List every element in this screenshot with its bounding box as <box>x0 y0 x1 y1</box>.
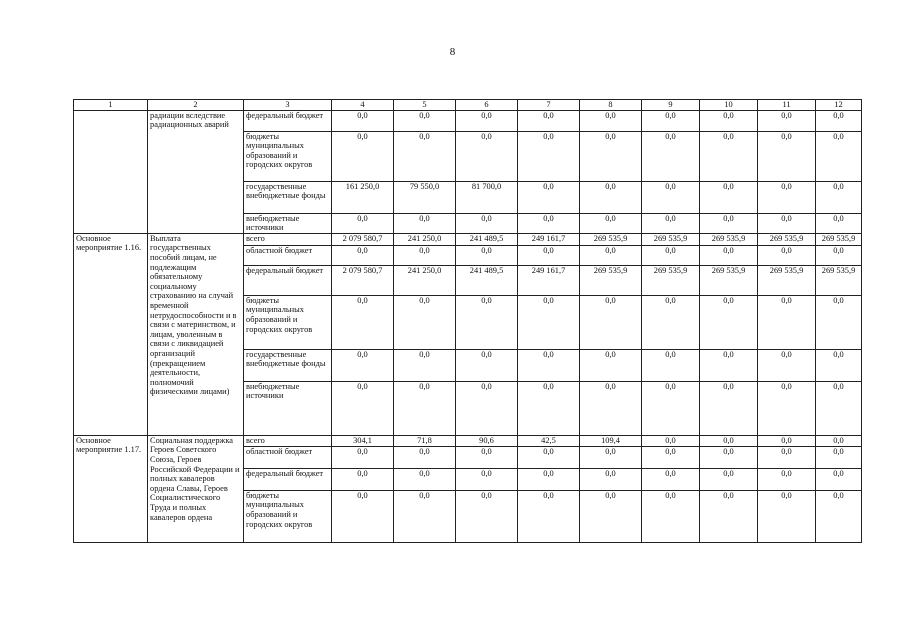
amount-cell: 0,0 <box>642 435 700 446</box>
amount-cell: 0,0 <box>332 213 394 233</box>
page-number: 8 <box>449 46 456 58</box>
amount-cell: 269 535,9 <box>642 233 700 245</box>
amount-cell: 0,0 <box>642 468 700 490</box>
amount-cell: 249 161,7 <box>518 265 580 295</box>
amount-cell: 0,0 <box>394 468 456 490</box>
amount-cell: 0,0 <box>580 110 642 131</box>
column-number-header: 7 <box>518 100 580 111</box>
amount-cell: 0,0 <box>394 245 456 265</box>
amount-cell: 0,0 <box>518 110 580 131</box>
amount-cell: 0,0 <box>518 490 580 542</box>
measure-number-cell: Основное мероприятие 1.16. <box>74 233 148 435</box>
amount-cell: 0,0 <box>580 446 642 468</box>
amount-cell: 0,0 <box>580 245 642 265</box>
column-number-header: 4 <box>332 100 394 111</box>
amount-cell: 0,0 <box>700 468 758 490</box>
amount-cell: 0,0 <box>816 468 862 490</box>
funding-source-cell: федеральный бюджет <box>244 110 332 131</box>
amount-cell: 0,0 <box>642 131 700 181</box>
measure-number-cell <box>74 110 148 233</box>
funding-source-cell: федеральный бюджет <box>244 468 332 490</box>
amount-cell: 0,0 <box>642 381 700 435</box>
amount-cell: 42,5 <box>518 435 580 446</box>
amount-cell: 0,0 <box>580 349 642 381</box>
amount-cell: 0,0 <box>642 295 700 349</box>
amount-cell: 0,0 <box>332 381 394 435</box>
column-number-header: 9 <box>642 100 700 111</box>
amount-cell: 0,0 <box>700 381 758 435</box>
amount-cell: 0,0 <box>816 181 862 213</box>
amount-cell: 0,0 <box>518 181 580 213</box>
amount-cell: 0,0 <box>394 381 456 435</box>
funding-source-cell: федеральный бюджет <box>244 265 332 295</box>
amount-cell: 0,0 <box>332 446 394 468</box>
amount-cell: 0,0 <box>456 446 518 468</box>
amount-cell: 269 535,9 <box>816 265 862 295</box>
amount-cell: 0,0 <box>700 349 758 381</box>
amount-cell: 0,0 <box>758 245 816 265</box>
amount-cell: 0,0 <box>332 110 394 131</box>
amount-cell: 0,0 <box>700 110 758 131</box>
amount-cell: 0,0 <box>518 213 580 233</box>
amount-cell: 0,0 <box>456 468 518 490</box>
amount-cell: 0,0 <box>332 490 394 542</box>
table-row <box>74 233 862 245</box>
column-number-header: 10 <box>700 100 758 111</box>
amount-cell: 249 161,7 <box>518 233 580 245</box>
amount-cell: 0,0 <box>518 468 580 490</box>
amount-cell: 0,0 <box>758 349 816 381</box>
measure-description-cell: Социальная поддержка Героев Советского Союза, Героев Российской Федерации и полных кавалеров ордена Славы, Героев Социалистического Труда и полных кавалеров ордена <box>148 435 244 542</box>
amount-cell: 0,0 <box>642 213 700 233</box>
amount-cell: 0,0 <box>518 381 580 435</box>
amount-cell: 109,4 <box>580 435 642 446</box>
column-number-header: 5 <box>394 100 456 111</box>
measure-number-cell: Основное мероприятие 1.17. <box>74 435 148 542</box>
amount-cell: 161 250,0 <box>332 181 394 213</box>
table-row <box>74 435 862 446</box>
amount-cell: 241 250,0 <box>394 233 456 245</box>
amount-cell: 71,8 <box>394 435 456 446</box>
column-number-header: 6 <box>456 100 518 111</box>
amount-cell: 0,0 <box>394 295 456 349</box>
amount-cell: 0,0 <box>816 381 862 435</box>
amount-cell: 0,0 <box>580 381 642 435</box>
amount-cell: 0,0 <box>700 435 758 446</box>
amount-cell: 0,0 <box>758 295 816 349</box>
column-number-header: 11 <box>758 100 816 111</box>
amount-cell: 0,0 <box>758 435 816 446</box>
amount-cell: 0,0 <box>816 295 862 349</box>
funding-source-cell: бюджеты муниципальных образований и городских округов <box>244 131 332 181</box>
amount-cell: 0,0 <box>580 468 642 490</box>
amount-cell: 0,0 <box>332 131 394 181</box>
amount-cell: 0,0 <box>580 490 642 542</box>
amount-cell: 0,0 <box>456 110 518 131</box>
funding-source-cell: государственные внебюджетные фонды <box>244 181 332 213</box>
amount-cell: 269 535,9 <box>758 233 816 245</box>
measure-description-cell: радиации вследствие радиационных аварий <box>148 110 244 233</box>
amount-cell: 0,0 <box>700 490 758 542</box>
amount-cell: 0,0 <box>456 490 518 542</box>
amount-cell: 0,0 <box>816 490 862 542</box>
amount-cell: 0,0 <box>758 110 816 131</box>
amount-cell: 0,0 <box>758 381 816 435</box>
amount-cell: 0,0 <box>394 349 456 381</box>
amount-cell: 0,0 <box>758 446 816 468</box>
amount-cell: 269 535,9 <box>580 265 642 295</box>
amount-cell: 0,0 <box>642 110 700 131</box>
funding-source-cell: государственные внебюджетные фонды <box>244 349 332 381</box>
amount-cell: 269 535,9 <box>700 265 758 295</box>
amount-cell: 304,1 <box>332 435 394 446</box>
amount-cell: 0,0 <box>816 110 862 131</box>
amount-cell: 241 489,5 <box>456 233 518 245</box>
amount-cell: 0,0 <box>816 349 862 381</box>
amount-cell: 0,0 <box>700 131 758 181</box>
amount-cell: 0,0 <box>642 446 700 468</box>
amount-cell: 0,0 <box>394 131 456 181</box>
amount-cell: 0,0 <box>580 295 642 349</box>
amount-cell: 0,0 <box>456 213 518 233</box>
funding-source-cell: внебюджетные источники <box>244 213 332 233</box>
amount-cell: 0,0 <box>456 349 518 381</box>
column-number-header: 12 <box>816 100 862 111</box>
funding-source-cell: областной бюджет <box>244 245 332 265</box>
amount-cell: 0,0 <box>642 349 700 381</box>
measure-description-cell: Выплата государственных пособий лицам, не подлежащим обязательному социальному страхованию на случай временной нетрудоспособности и в связи с материнством, и лицам, уволенным в связи с ликвидацией организаций (прекращением деятельности, полномочий физическими лицами) <box>148 233 244 435</box>
amount-cell: 0,0 <box>642 245 700 265</box>
amount-cell: 269 535,9 <box>816 233 862 245</box>
amount-cell: 0,0 <box>700 446 758 468</box>
amount-cell: 0,0 <box>758 468 816 490</box>
amount-cell: 0,0 <box>816 446 862 468</box>
amount-cell: 0,0 <box>394 446 456 468</box>
amount-cell: 0,0 <box>518 245 580 265</box>
amount-cell: 90,6 <box>456 435 518 446</box>
amount-cell: 0,0 <box>758 213 816 233</box>
amount-cell: 0,0 <box>580 181 642 213</box>
amount-cell: 0,0 <box>332 245 394 265</box>
amount-cell: 0,0 <box>332 349 394 381</box>
amount-cell: 241 489,5 <box>456 265 518 295</box>
amount-cell: 0,0 <box>332 468 394 490</box>
amount-cell: 0,0 <box>518 446 580 468</box>
amount-cell: 2 079 580,7 <box>332 265 394 295</box>
amount-cell: 81 700,0 <box>456 181 518 213</box>
funding-source-cell: бюджеты муниципальных образований и городских округов <box>244 295 332 349</box>
amount-cell: 0,0 <box>518 295 580 349</box>
amount-cell: 0,0 <box>700 181 758 213</box>
amount-cell: 0,0 <box>394 110 456 131</box>
amount-cell: 0,0 <box>332 295 394 349</box>
amount-cell: 0,0 <box>816 131 862 181</box>
amount-cell: 0,0 <box>580 213 642 233</box>
funding-source-cell: всего <box>244 233 332 245</box>
amount-cell: 0,0 <box>518 131 580 181</box>
amount-cell: 0,0 <box>394 213 456 233</box>
amount-cell: 0,0 <box>758 490 816 542</box>
column-number-header: 1 <box>74 100 148 111</box>
funding-source-cell: областной бюджет <box>244 446 332 468</box>
header-row <box>74 100 862 111</box>
amount-cell: 0,0 <box>816 245 862 265</box>
amount-cell: 0,0 <box>700 295 758 349</box>
amount-cell: 0,0 <box>456 295 518 349</box>
amount-cell: 2 079 580,7 <box>332 233 394 245</box>
amount-cell: 0,0 <box>456 131 518 181</box>
amount-cell: 0,0 <box>816 213 862 233</box>
amount-cell: 79 550,0 <box>394 181 456 213</box>
column-number-header: 3 <box>244 100 332 111</box>
amount-cell: 0,0 <box>816 435 862 446</box>
amount-cell: 0,0 <box>700 245 758 265</box>
amount-cell: 0,0 <box>580 131 642 181</box>
funding-source-cell: внебюджетные источники <box>244 381 332 435</box>
amount-cell: 0,0 <box>394 490 456 542</box>
amount-cell: 0,0 <box>758 131 816 181</box>
amount-cell: 0,0 <box>518 349 580 381</box>
funding-source-cell: всего <box>244 435 332 446</box>
table-row <box>74 110 862 131</box>
amount-cell: 269 535,9 <box>580 233 642 245</box>
amount-cell: 269 535,9 <box>642 265 700 295</box>
amount-cell: 0,0 <box>700 213 758 233</box>
amount-cell: 0,0 <box>456 245 518 265</box>
amount-cell: 241 250,0 <box>394 265 456 295</box>
budget-table <box>73 99 862 543</box>
amount-cell: 0,0 <box>642 490 700 542</box>
amount-cell: 269 535,9 <box>758 265 816 295</box>
column-number-header: 8 <box>580 100 642 111</box>
column-number-header: 2 <box>148 100 244 111</box>
amount-cell: 269 535,9 <box>700 233 758 245</box>
amount-cell: 0,0 <box>456 381 518 435</box>
amount-cell: 0,0 <box>758 181 816 213</box>
funding-source-cell: бюджеты муниципальных образований и городских округов <box>244 490 332 542</box>
amount-cell: 0,0 <box>642 181 700 213</box>
